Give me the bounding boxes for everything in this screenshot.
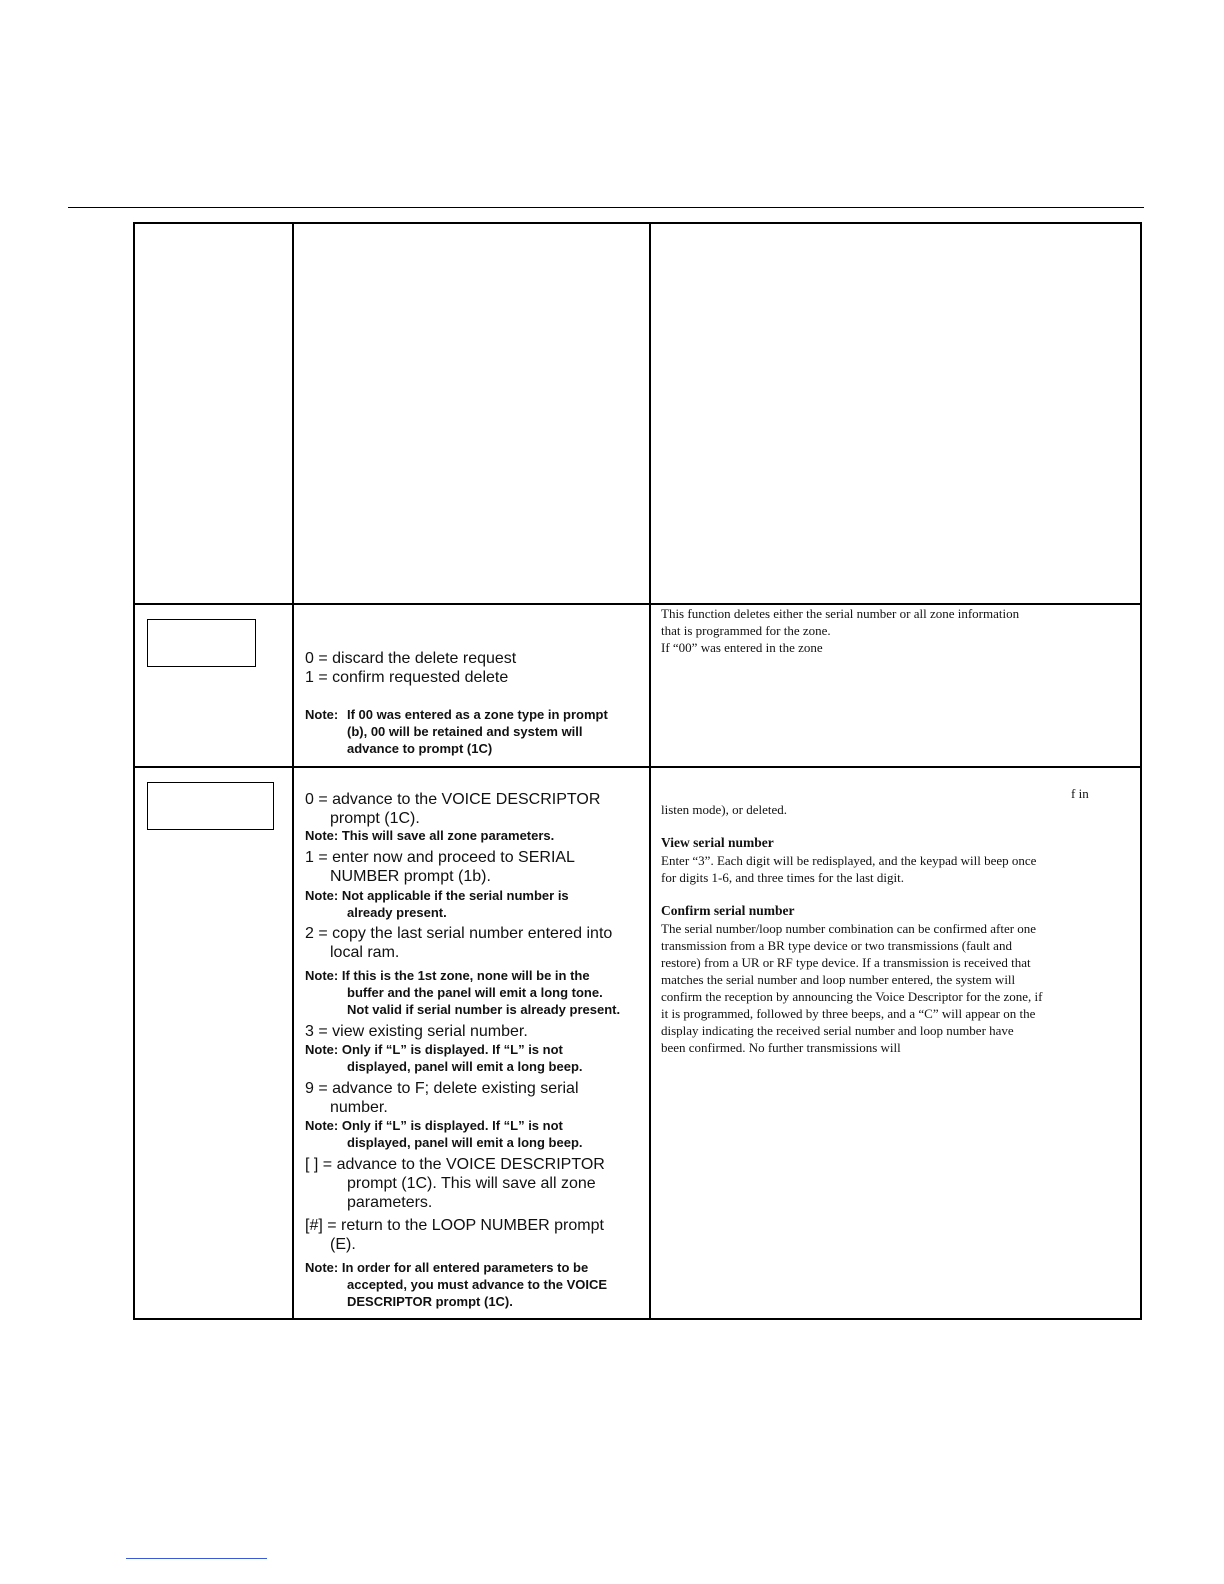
note-option-2-cont: buffer and the panel will emit a long tone.	[347, 985, 603, 1000]
description-text: been confirmed. No further transmissions will	[661, 1040, 901, 1055]
option-confirm-delete: 1 = confirm requested delete	[305, 669, 509, 686]
description-text: restore) from a UR or RF type device. If a transmission is received that	[661, 955, 1031, 970]
note-option-9: Note: Only if “L” is displayed. If “L” is not	[305, 1118, 563, 1133]
note-text: If 00 was entered as a zone type in prompt	[347, 707, 608, 722]
option-2-cont: local ram.	[330, 944, 400, 961]
option-hash-cont: (E).	[330, 1236, 356, 1253]
option-1: 1 = enter now and proceed to SERIAL	[305, 849, 575, 866]
keypad-display-box	[147, 619, 256, 667]
description-text: This function deletes either the serial number or all zone information	[661, 606, 1020, 621]
option-9-cont: number.	[330, 1099, 388, 1116]
note-option-2: Note: If this is the 1st zone, none will be in the	[305, 968, 590, 983]
column-divider-1	[292, 222, 294, 1320]
note-option-1: Note: Not applicable if the serial number is	[305, 888, 569, 903]
program-table	[133, 222, 1142, 1320]
note-option-2-cont: Not valid if serial number is already present.	[347, 1002, 621, 1017]
header-rule	[68, 207, 1144, 208]
option-bracket: [ ] = advance to the VOICE DESCRIPTOR	[305, 1156, 605, 1173]
description-text: listen mode), or deleted.	[661, 802, 787, 817]
description-text: Enter “3”. Each digit will be redisplayed, and the keypad will beep once	[661, 853, 1037, 868]
option-discard-delete: 0 = discard the delete request	[305, 650, 517, 667]
description-text: The serial number/loop number combination can be confirmed after one	[661, 921, 1037, 936]
section-heading-confirm-serial: Confirm serial number	[661, 903, 795, 918]
option-3: 3 = view existing serial number.	[305, 1023, 528, 1040]
description-text: transmission from a BR type device or two transmissions (fault and	[661, 938, 1012, 953]
option-1-cont: NUMBER prompt (1b).	[330, 868, 491, 885]
section-heading-view-serial: View serial number	[661, 835, 774, 850]
note-label: Note:	[305, 707, 339, 722]
note-option-9-cont: displayed, panel will emit a long beep.	[347, 1135, 583, 1150]
description-text: confirm the reception by announcing the Voice Descriptor for the zone, if	[661, 989, 1043, 1004]
description-text: that is programmed for the zone.	[661, 623, 831, 638]
option-bracket-cont: parameters.	[347, 1194, 433, 1211]
row-divider-2	[133, 766, 1142, 768]
footer-link-underline	[126, 1558, 267, 1559]
description-text: If “00” was entered in the zone	[661, 640, 823, 655]
note-option-1-cont: already present.	[347, 905, 447, 920]
note-final: Note: In order for all entered parameters to be	[305, 1260, 589, 1275]
note-option-3-cont: displayed, panel will emit a long beep.	[347, 1059, 583, 1074]
note-option-3: Note: Only if “L” is displayed. If “L” is not	[305, 1042, 563, 1057]
note-final-cont: DESCRIPTOR prompt (1C).	[347, 1294, 513, 1309]
description-text: it is programmed, followed by three beeps, and a “C” will appear on the	[661, 1006, 1036, 1021]
description-fragment: f in	[1071, 786, 1089, 801]
option-0-cont: prompt (1C).	[330, 810, 420, 827]
note-final-cont: accepted, you must advance to the VOICE	[347, 1277, 608, 1292]
description-text: matches the serial number and loop number entered, the system will	[661, 972, 1016, 987]
note-option-0: Note: This will save all zone parameters.	[305, 828, 555, 843]
note-text: (b), 00 will be retained and system will	[347, 724, 583, 739]
option-0: 0 = advance to the VOICE DESCRIPTOR	[305, 791, 601, 808]
option-bracket-cont: prompt (1C). This will save all zone	[347, 1175, 596, 1192]
description-text: for digits 1-6, and three times for the last digit.	[661, 870, 904, 885]
note-text: advance to prompt (1C)	[347, 741, 493, 756]
option-9: 9 = advance to F; delete existing serial	[305, 1080, 579, 1097]
option-2: 2 = copy the last serial number entered into	[305, 925, 613, 942]
option-hash: [#] = return to the LOOP NUMBER prompt	[305, 1217, 604, 1234]
column-divider-2	[649, 222, 651, 1320]
description-text: display indicating the received serial number and loop number have	[661, 1023, 1014, 1038]
keypad-display-box	[147, 782, 274, 830]
